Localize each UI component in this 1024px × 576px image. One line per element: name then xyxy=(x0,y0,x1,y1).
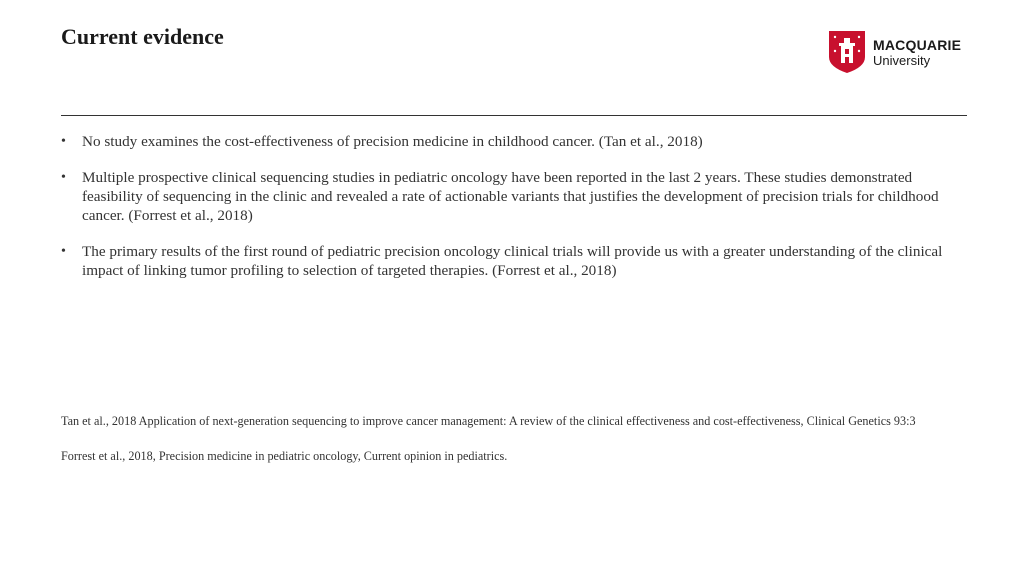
logo-subtitle: University xyxy=(873,52,931,68)
reference-item: Tan et al., 2018 Application of next-generation sequencing to improve cancer management: A review of the clinical effectiveness and cost-effectiveness, Clinical Genetics 93:3 xyxy=(61,414,916,428)
bullet-text: The primary results of the first round of pediatric precision oncology clinical trials will provide us with a greater understanding of the clinical impact of linking tumor profiling to selection of targeted therapies. (Forrest et al., 2018) xyxy=(82,243,943,279)
bullet-text: Multiple prospective clinical sequencing studies in pediatric oncology have been reported in the last 2 years. These studies demonstrated feasibility of sequencing in the clinic and revealed a rate of actionable variants that justifies the development of precision trials for childhood cancer. (Forrest et al., 2018) xyxy=(82,169,939,224)
bullet-item xyxy=(61,168,961,225)
logo-name: MACQUARIE xyxy=(873,36,962,53)
reference-item: Forrest et al., 2018, Precision medicine in pediatric oncology, Current opinion in pediatrics. xyxy=(61,449,508,463)
slide-title: Current evidence xyxy=(61,24,224,49)
bullet-item xyxy=(61,132,961,151)
references xyxy=(61,414,961,484)
bullet-text: No study examines the cost-effectiveness of precision medicine in childhood cancer. (Tan et al., 2018) xyxy=(82,133,703,150)
bullet-dot-icon: • xyxy=(61,244,66,259)
bullet-dot-icon: • xyxy=(61,134,66,149)
bullet-dot-icon: • xyxy=(61,170,66,185)
bullet-list xyxy=(61,132,961,297)
university-logo xyxy=(829,31,961,73)
bullet-item xyxy=(61,242,961,280)
crest-icon xyxy=(829,31,865,73)
title-divider xyxy=(61,115,967,116)
